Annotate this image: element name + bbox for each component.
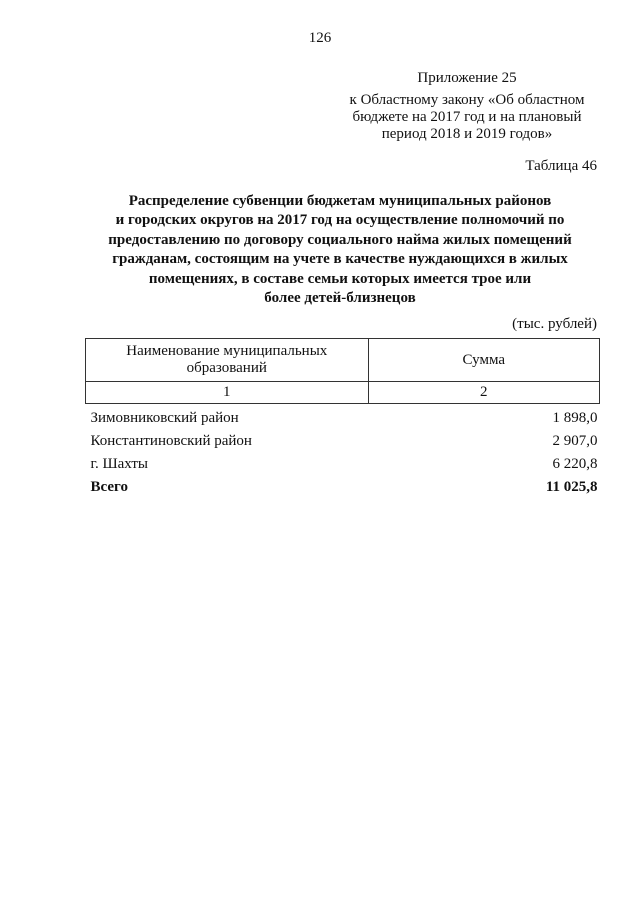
total-value: 11 025,8 [545,479,598,495]
table-header-row [86,339,600,382]
subvention-table [85,338,600,496]
column-number: 1 [86,382,369,404]
column-header-sum: Сумма [368,339,599,382]
amount-value: 1 898,0 [552,410,598,426]
column-header-name-line: Наименование муниципальных [126,343,328,359]
column-header-name [86,339,369,382]
heading-line: Распределение субвенции бюджетам муниципальных районов [128,193,552,209]
appendix-title: Приложение 25 [417,70,517,86]
units-label: (тыс. рублей) [512,316,597,332]
table-number: Таблица 46 [525,158,597,174]
table-total-row [86,473,600,496]
document-heading [85,192,595,308]
appendix-line: к Областному закону «Об областном [349,92,585,108]
table-row [86,404,600,428]
appendix-line: бюджете на 2017 год и на плановый [352,109,582,125]
total-label: Всего [90,479,128,495]
column-header-name-line: образований [186,360,267,376]
heading-line: и городских округов на 2017 год на осуществление полномочий по [115,212,565,229]
municipality-name: Константиновский район [90,433,252,449]
column-number-row [86,382,600,404]
appendix-block [330,70,604,143]
amount-value: 6 220,8 [552,456,598,472]
amount-value: 2 907,0 [552,433,598,449]
municipality-name: Зимовниковский район [90,410,239,426]
table-row [86,427,600,450]
municipality-name: г. Шахты [90,456,149,472]
heading-line: помещениях, в составе семьи которых имеется трое или [148,270,532,287]
appendix-line: период 2018 и 2019 годов» [381,126,553,142]
heading-line: предоставлению по договору социального найма жилых помещений [108,231,572,248]
heading-line: гражданам, состоящим на учете в качестве нуждающихся в жилых [112,251,568,268]
table-row [86,450,600,473]
column-number: 2 [368,382,599,404]
heading-line: более детей-близнецов [264,290,416,307]
page-number: 126 [308,30,332,46]
